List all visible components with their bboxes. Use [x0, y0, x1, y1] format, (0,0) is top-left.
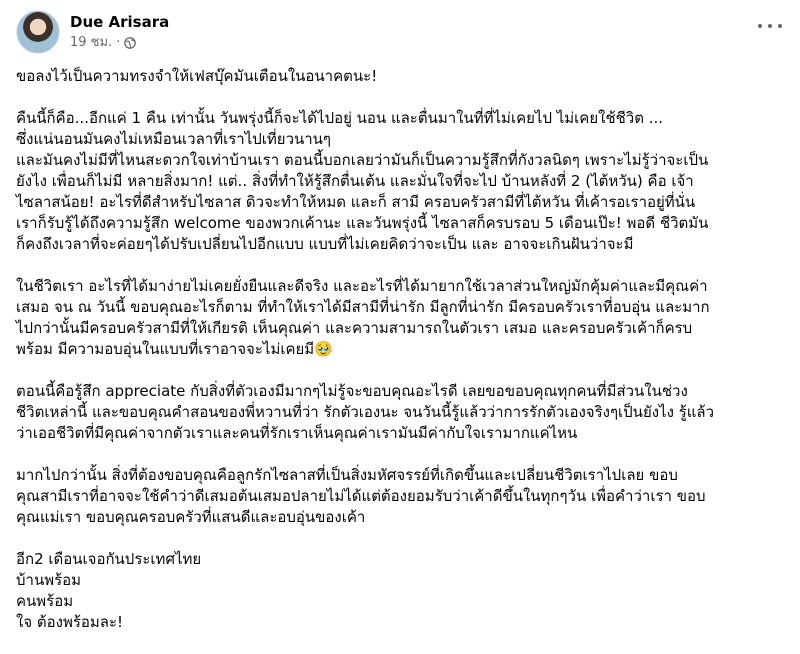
post-text-line: คืนนี้ก็คือ...อีกแค่ 1 คืน เท่านั้น วันพรุ่งนี้ก็จะได้ไปอยู่ นอน และตื่นมาในที่ที่ไม่เคยไป ไม่เคยใช้ชีวิต ... — [16, 109, 664, 127]
globe-icon — [124, 37, 136, 49]
post-text-line: และมันคงไม่มีที่ไหนสะดวกใจเท่าบ้านเรา ตอนนี้บอกเลยว่ามันก็เป็นความรู้สึกที่กังวลนิดๆ เพราะไม่รู้ว่าจะเป็น — [16, 151, 709, 169]
post-text-line: ซึ่งแน่นอนมันคงไม่เหมือนเวลาที่เราไปเที่ยวนานๆ — [16, 130, 331, 148]
more-dot — [778, 24, 782, 28]
post-paragraph — [16, 465, 792, 528]
post-text-line: ขอลงไว้เป็นความทรงจำให้เฟสบุ๊คมันเตือนในอนาคตนะ! — [16, 67, 378, 85]
post-meta — [70, 12, 169, 52]
post-text-line: พร้อม มีความอบอุ่นในแบบที่เราอาจจะไม่เคยมี🥹 — [16, 340, 333, 358]
post-text-line: อีก2 เดือนเจอกันประเทศไทย — [16, 550, 202, 568]
post-text-line: ไปกว่านั้นมีครอบครัวสามีที่ให้เกียรติ เห็นคุณค่า และความสามารถในตัวเรา เสมอ และครอบครัวเค้าก็ครบ — [16, 319, 693, 337]
post-subline — [70, 34, 169, 52]
post-paragraph — [16, 108, 792, 255]
post-text-line: ก็คงถึงเวลาที่จะค่อยๆได้ปรับเปลี่ยนไปอีกแบบ แบบที่ไม่เคยคิดว่าจะเป็น และ อาจจะเกินฝันว่าจะมี — [16, 235, 634, 253]
more-dot — [768, 24, 772, 28]
post-text-line: เสมอ จน ณ วันนี้ ขอบคุณอะไรก็ตาม ที่ทำให้เราได้มีสามีที่น่ารัก มีลูกที่น่ารัก มีครอบครัวเราที่อบอุ่น และมาก — [16, 298, 710, 316]
post-text-line: ตอนนี้คือรู้สึก appreciate กับสิ่งที่ตัวเองมีมากๆไม่รู้จะขอบคุณอะไรดี เลยขอขอบคุณทุกคนที่มีส่วนในช่วง — [16, 382, 688, 400]
post-text-line: เราก็รับรู้ได้ถึงความรู้สึก welcome ของพวกเค้านะ และวันพรุ่งนี้ ไซลาสก็ครบรอบ 5 เดือนเป๊ะ! พอดี ชีวิตมัน — [16, 214, 709, 232]
post-text-line: ว่าเออชีวิตที่มีคุณค่าจากตัวเราและคนที่รักเราเห็นคุณค่าเรามันมีค่ากับใจเรามากแค่ไหน — [16, 424, 578, 442]
post-text-line: ไซลาสน้อย! อะไรที่ดีสำหรับไซลาส ดิวจะทำให้หมด และก็ สามี ครอบครัวสามีที่ไต้หวัน ที่เค้ารอเราอยู่ที่นั่น — [16, 193, 696, 211]
more-options-icon[interactable] — [758, 18, 782, 34]
post-paragraph — [16, 66, 792, 87]
post-paragraph — [16, 549, 792, 633]
post-text-line: ในชีวิตเรา อะไรที่ได้มาง่ายไม่เคยยั่งยืนและดีจริง และอะไรที่ได้มายากใช้เวลาส่วนใหญ่มักคุ้มค่าและมีคุณค่า — [16, 277, 708, 295]
post-text-line: คนพร้อม — [16, 592, 74, 610]
post-text-line: มากไปกว่านั้น สิ่งที่ต้องขอบคุณคือลูกรักไซลาสที่เป็นสิ่งมหัศจรรย์ที่เกิดขึ้นและเปลี่ยนชีวิตเราไปเลย ขอบ — [16, 466, 678, 484]
post-text-line: บ้านพร้อม — [16, 571, 82, 589]
author-name[interactable]: Due Arisara — [70, 13, 170, 31]
post-timestamp[interactable]: 19 ชม. — [70, 35, 113, 50]
post-text-line: คุณสามีเราที่อาจจะใช้คำว่าดีเสมอต้นเสมอปลายไม่ได้แต่ต้องยอมรับว่าเค้าดีขึ้นในทุกๆวัน เพื่อคำว่าเรา ขอบ — [16, 487, 706, 505]
more-dot — [758, 24, 762, 28]
post-body — [16, 66, 792, 654]
avatar[interactable] — [16, 10, 60, 54]
post-text-line: ชีวิตเหล่านี้ และขอบคุณคำสอนของพี่หวานที่ว่า รักตัวเองนะ จนวันนี้รู้แล้วว่าการรักตัวเองจริงๆเป็นยังไง รู้แล้ว — [16, 403, 715, 421]
post-paragraph — [16, 276, 792, 360]
separator-dot: · — [116, 35, 121, 50]
post-header — [16, 10, 169, 54]
post-text-line: ใจ ต้องพร้อมละ! — [16, 613, 124, 631]
post-paragraph — [16, 381, 792, 444]
post-text-line: ยังไง เพื่อนก็ไม่มี หลายสิ่งมาก! แต่.. สิ่งที่ทำให้รู้สึกตื่นเต้น และมั่นใจที่จะไป บ้านหลังที่ 2 (ไต้หวัน) คือ เจ้า — [16, 172, 694, 190]
post-text-line: คุณแม่เรา ขอบคุณครอบครัวที่แสนดีและอบอุ่นของเค้า — [16, 508, 366, 526]
